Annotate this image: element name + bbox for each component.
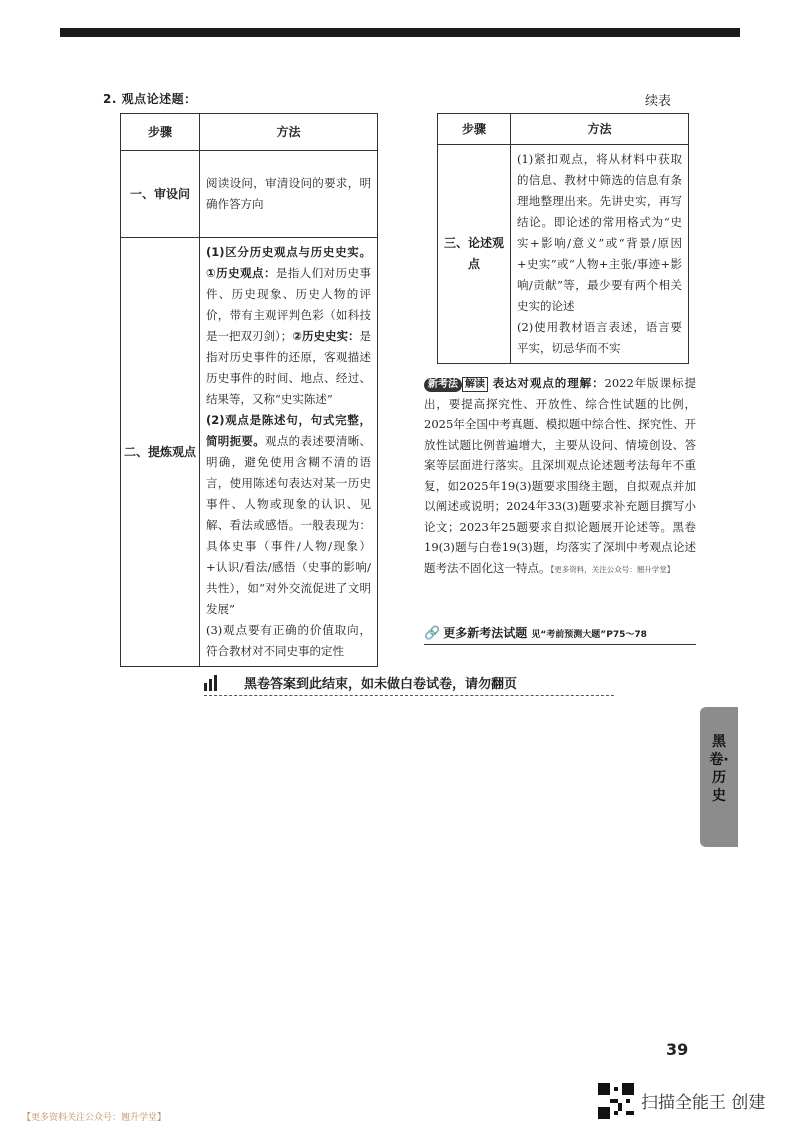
subject-side-tab: [700, 707, 738, 847]
method-text: 观点的表述要清晰、明确，避免使用含糊不清的语言，使用陈述句表达对某一历史事件、人物或现象的认识、见解、看法或感悟。一般表现为：具体史事（事件/人物/现象）+认识/看法/感悟（史事的影响/共性），如“对外交流促进了文明发展”: [206, 434, 372, 616]
header-step: 步骤: [121, 114, 200, 151]
method-cell: 阅读设问，审清设问的要求，明确作答方向: [200, 151, 378, 238]
table-row: [438, 145, 689, 364]
table-row: [121, 151, 378, 238]
note-lead: 表达对观点的理解：: [492, 376, 605, 390]
left-method-table: [120, 113, 378, 667]
more-ref: 见“考前预测大题”P75～78: [531, 630, 647, 640]
method-text: 是指人们对历史事件、历史现象、历史人物的评价，带有主观评判色彩（如科技是一把双刃剑）；: [206, 266, 371, 343]
method-heading: (1)区分历史观点与历史史实。: [206, 245, 371, 259]
more-label: 更多新考法试题: [443, 626, 528, 640]
header-step: 步骤: [438, 114, 511, 145]
paperclip-icon: 🔗: [424, 626, 441, 641]
term: ②历史史实：: [292, 329, 360, 343]
step-cell: 一、审设问: [121, 151, 200, 238]
method-cell: [511, 145, 689, 364]
new-method-badge: 新考法: [424, 378, 462, 392]
side-tab-label: 黑卷·历史: [709, 734, 729, 804]
table-row: [121, 238, 378, 667]
note-text: 2022年版课标提出，要提高探究性、开放性、综合性试题的比例，2025年全国中考真题、模拟题中综合性、探究性、开放性试题比例普遍增大，主要从设问、情境创设、答案等层面进行落实。且深圳观点论述题考法每年不重复，如2025年19(3)题要求围绕主题，自拟观点并加以阐述或说明；2024年33(3)题要求补充题目撰写小论文；2023年25题要求自拟论题展开论述等。黑卷19(3)题与白卷19(3)题，均落实了深圳中考观点论述题考法不固化这一特点。: [424, 376, 696, 575]
right-method-table: [437, 113, 689, 364]
qr-code-icon: [598, 1083, 634, 1119]
new-exam-note: [424, 373, 696, 580]
header-method: 方法: [200, 114, 378, 151]
header-method: 方法: [511, 114, 689, 145]
scanner-label: 扫描全能王 创建: [641, 1093, 766, 1113]
note-small: 【更多资料，关注公众号：翘升学堂】: [550, 564, 675, 574]
section-title: 2. 观点论述题：: [103, 92, 197, 106]
continued-label: 续表: [645, 94, 672, 109]
method-text: (1)紧扣观点，将从材料中获取的信息、教材中筛选的信息有条理地整理出来。先讲史实，再写结论。即论述的常用格式为“史实+影响/意义”或“背景/原因+史实”或“人物+主张/事迹+影响/贡献”等，最少要有两个相关史实的论述: [517, 152, 682, 313]
watermark: 【更多资料关注公众号：翘升学堂】: [22, 1113, 167, 1123]
more-questions-link[interactable]: [424, 624, 696, 645]
step-cell: 三、论述观点: [438, 145, 511, 364]
top-rule: [60, 28, 740, 37]
page-number: 39: [666, 1040, 689, 1059]
method-text: 是指对历史事件的还原，客观描述历史事件的时间、地点、经过、结果等，又称“史实陈述”: [206, 329, 371, 406]
end-notice: 黑卷答案到此结束，如未做白卷试卷，请勿翻页: [204, 673, 614, 696]
step-cell: 二、提炼观点: [121, 238, 200, 667]
method-text: (3)观点要有正确的价值取向，符合教材对不同史事的定性: [206, 623, 371, 658]
method-cell: [200, 238, 378, 667]
interpret-badge: 解读: [462, 377, 488, 392]
term: ①历史观点：: [206, 266, 276, 280]
method-text: (2)使用教材语言表述，语言要平实，切忌华而不实: [517, 320, 682, 355]
method-heading: (2)观点是陈述句，句式完整，简明扼要。: [206, 413, 371, 448]
